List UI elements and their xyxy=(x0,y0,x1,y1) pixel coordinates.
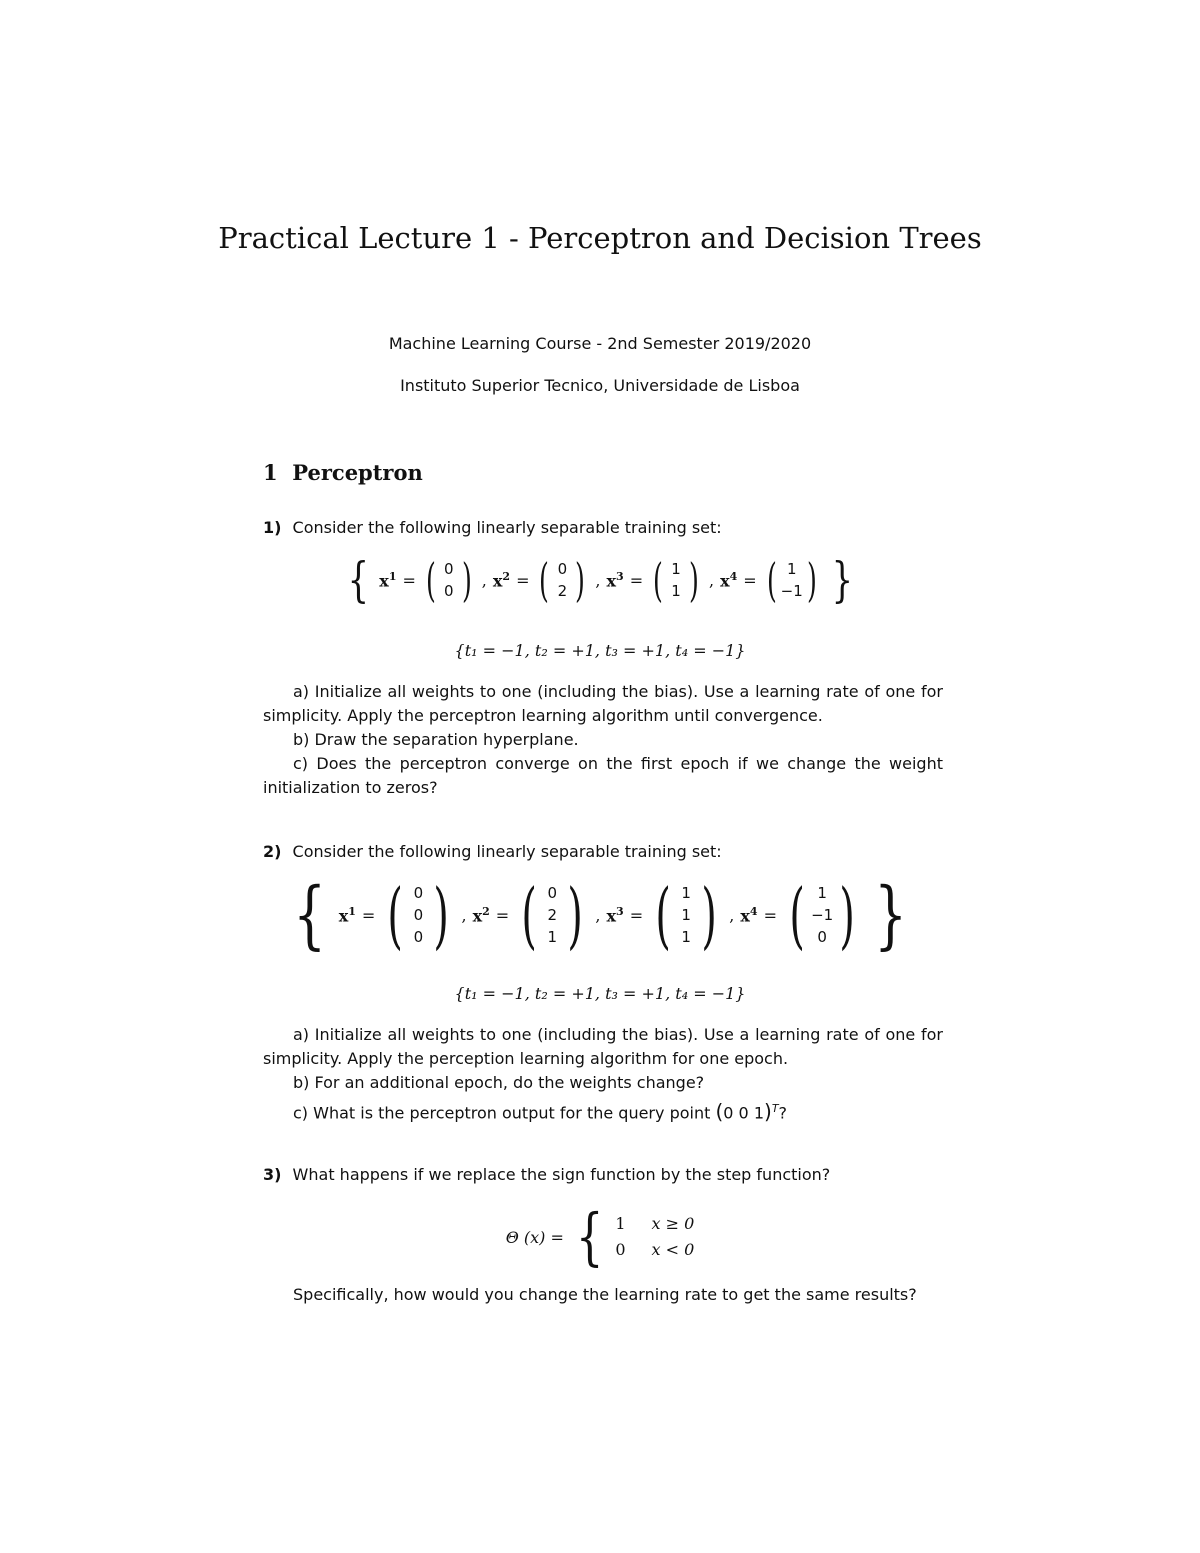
page-title: Practical Lecture 1 - Perceptron and Decision Trees xyxy=(218,221,982,255)
step-function-lhs: Θ (x) = xyxy=(505,1227,564,1247)
q1-intro xyxy=(263,516,943,540)
q1-part-c: c) Does the perceptron converge on the first epoch if we change the weight initialization to zeros? xyxy=(263,754,943,797)
q1-targets: {t₁ = −1, t₂ = +1, t₃ = +1, t₄ = −1} xyxy=(454,641,746,660)
q2-number: 2) xyxy=(263,842,282,861)
q2-training-set: { $x^1$ = ( 0 0 0 ) , $x^2$ = ( 0 2 1 ) , $x^3$ = ( 1 1 1 ) , $x^4$ = ( 1 −1 0 ) } xyxy=(292,872,908,958)
q1-vector-3: ( 1 1 ) xyxy=(653,553,699,607)
q2-vector-3: ( 1 1 1 ) xyxy=(655,873,717,957)
q1-intro-text: Consider the following linearly separable training set: xyxy=(292,518,722,537)
q1-part-b: b) Draw the separation hyperplane. xyxy=(293,730,579,749)
q1-part-a: a) Initialize all weights to one (including the bias). Use a learning rate of one for simplicity. Apply the perceptron learning algorithm until convergence. xyxy=(263,682,943,725)
q1-training-set: { $x^1$ = ( 0 0 ) , $x^2$ = ( 0 2 ) , $x^3$ = ( 1 1 ) , $x^4$ = ( 1 −1 ) } xyxy=(347,552,853,608)
section-title: Perceptron xyxy=(292,460,423,485)
q1-vector-1: ( 0 0 ) xyxy=(425,553,472,607)
q2-part-c: c) What is the perceptron output for the query point (0 0 1)$^T$? xyxy=(293,1099,788,1124)
q1-vector-2: ( 0 2 ) xyxy=(539,553,586,607)
q3-intro xyxy=(263,1163,943,1187)
q3-intro-text: What happens if we replace the sign function by the step function? xyxy=(292,1165,831,1184)
q3-followup: Specifically, how would you change the learning rate to get the same results? xyxy=(293,1285,917,1304)
step-function: Θ (x) = { 1 x ≥ 0 0 x < 0 xyxy=(505,1200,695,1273)
q2-vector-1: ( 0 0 0 ) xyxy=(387,873,450,957)
q2-vector-4: ( 1 −1 0 ) xyxy=(789,873,855,957)
section-heading xyxy=(263,460,423,485)
q3-number: 3) xyxy=(263,1165,282,1184)
section-number: 1 xyxy=(263,460,278,485)
q2-targets: {t₁ = −1, t₂ = +1, t₃ = +1, t₄ = −1} xyxy=(454,984,746,1003)
q2-intro-text: Consider the following linearly separable training set: xyxy=(292,842,722,861)
q1-number: 1) xyxy=(263,518,282,537)
query-point-vector: 0 0 1 xyxy=(723,1103,764,1123)
q2-part-b: b) For an additional epoch, do the weights change? xyxy=(293,1073,705,1092)
q2-part-a: a) Initialize all weights to one (including the bias). Use a learning rate of one for simplicity. Apply the perception learning algorithm for one epoch. xyxy=(263,1025,943,1068)
q2-intro xyxy=(263,840,943,864)
course-subtitle: Machine Learning Course - 2nd Semester 2019/2020 xyxy=(388,334,812,353)
q2-vector-2: ( 0 2 1 ) xyxy=(521,873,584,957)
institution: Instituto Superior Tecnico, Universidade de Lisboa xyxy=(400,376,800,395)
q1-vector-4: ( 1 −1 ) xyxy=(766,553,817,607)
